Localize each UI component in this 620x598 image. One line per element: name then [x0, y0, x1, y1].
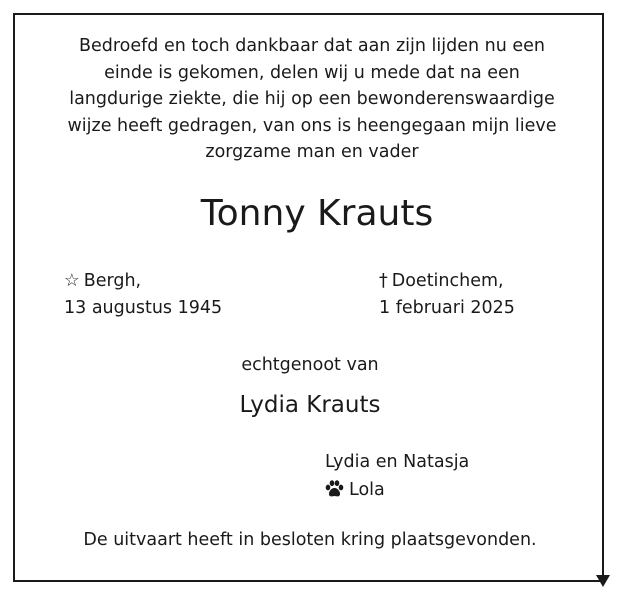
death-date: 1 februari 2025	[379, 297, 515, 318]
birth-info	[64, 268, 222, 321]
intro-text	[40, 33, 584, 166]
intro-line: Bedroefd en toch dankbaar dat aan zijn lijden nu een	[78, 36, 546, 56]
intro-line: wijze heeft gedragen, van ons is heengegaan mijn lieve	[67, 115, 557, 136]
spouse-intro: echtgenoot van	[241, 355, 379, 375]
death-place: Doetinchem,	[391, 271, 504, 291]
intro-line: einde is gekomen, delen wij u mede dat na een	[104, 62, 520, 83]
intro-line: zorgzame man en vader	[205, 142, 419, 162]
children-names: Lydia en Natasja	[325, 452, 470, 472]
paw-icon	[325, 479, 344, 507]
intro-line: langdurige ziekte, die hij op een bewonderenswaardige	[69, 89, 555, 109]
pet-name: Lola	[349, 480, 385, 500]
arrow-down-icon	[596, 575, 610, 587]
cross-icon: †	[379, 271, 388, 291]
star-icon: ☆	[64, 271, 80, 291]
birth-date: 13 augustus 1945	[64, 297, 223, 318]
family-list	[325, 448, 469, 507]
closing-text: De uitvaart heeft in besloten kring plaatsgevonden.	[83, 530, 537, 550]
birth-place: Bergh,	[83, 271, 142, 291]
spouse-name: Lydia Krauts	[239, 392, 381, 418]
death-info	[379, 268, 515, 321]
deceased-name: Tonny Krauts	[200, 193, 434, 234]
